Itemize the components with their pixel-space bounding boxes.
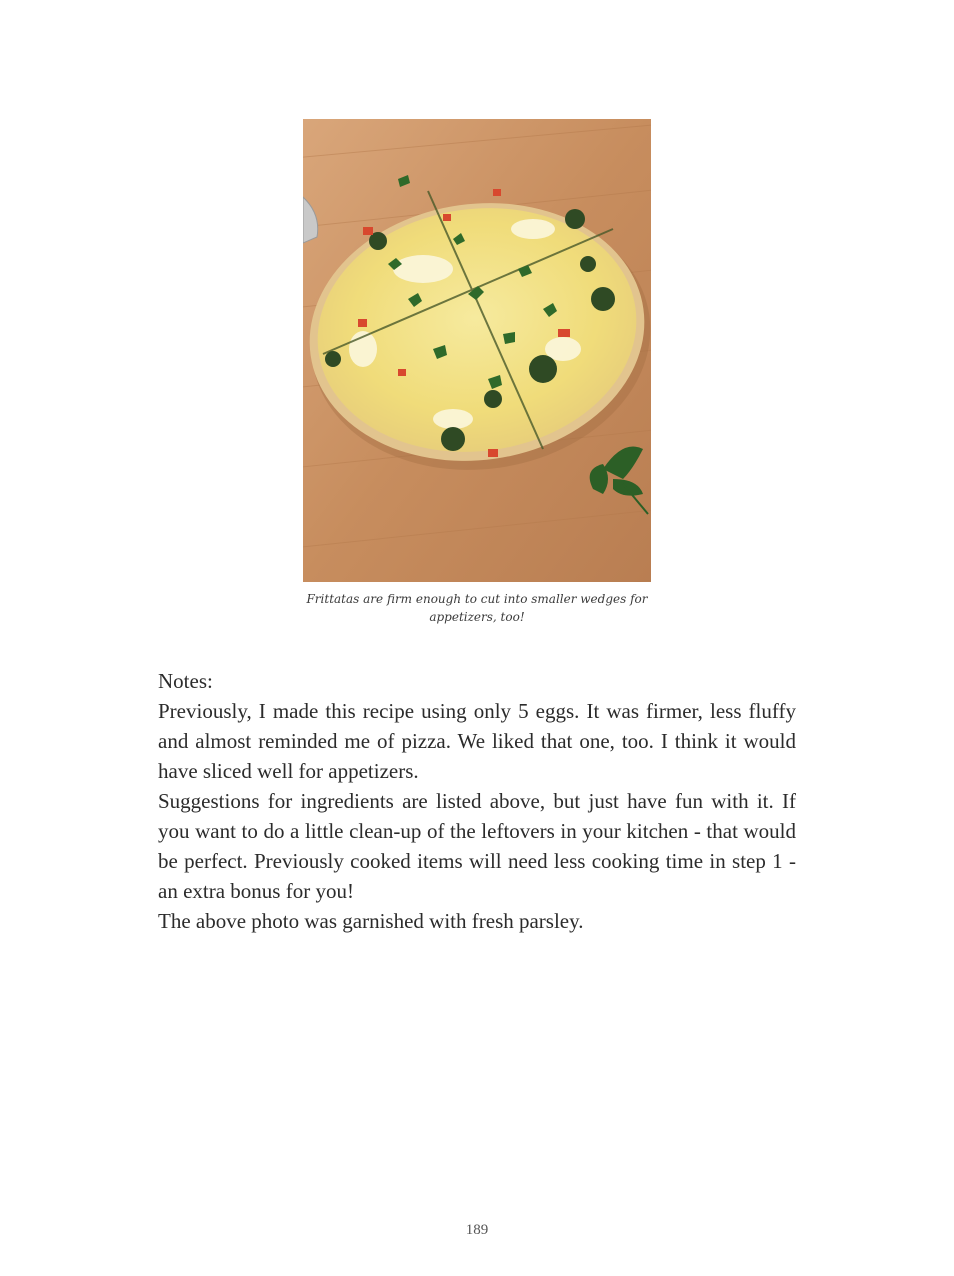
notes-paragraph: The above photo was garnished with fresh parsley. — [158, 909, 584, 933]
notes-paragraph: Suggestions for ingredients are listed above, but just have fun with it. If you want to do a little clean-up of the leftovers in your kitchen - that would be perfect. Previously cooked items will need less cooking time in step 1 - an extra bonus for you! — [158, 789, 796, 903]
page-number: 189 — [465, 1222, 489, 1238]
notes-heading: Notes: — [158, 669, 213, 693]
notes-section — [158, 666, 796, 936]
notes-paragraph: Previously, I made this recipe using only 5 eggs. It was firmer, less fluffy and almost reminded me of pizza. We liked that one, too. I think it would have sliced well for appetizers. — [158, 699, 796, 783]
figure-caption: Frittatas are firm enough to cut into smaller wedges for appetizers, too! — [306, 592, 648, 624]
frittata-photo — [303, 119, 651, 582]
